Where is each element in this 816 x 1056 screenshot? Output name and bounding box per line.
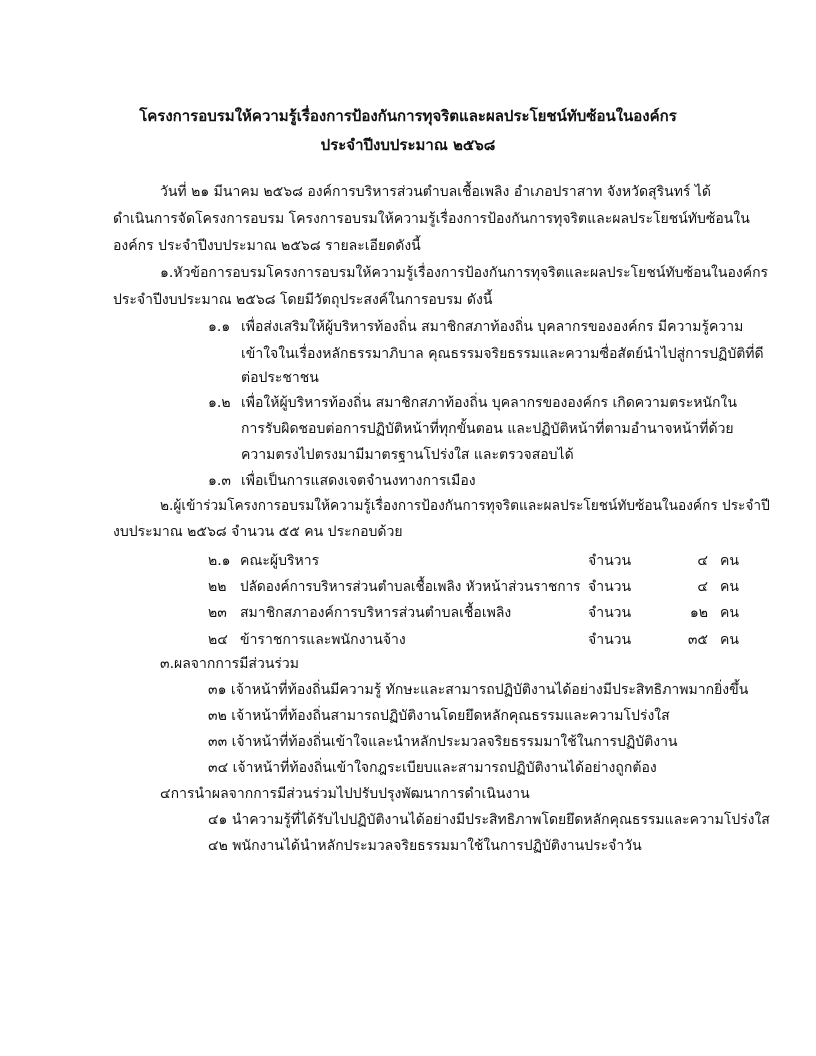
participant-count: ๑๒ <box>689 605 708 621</box>
result-item: ๓๓ เจ้าหน้าที่ท้องถิ่นเข้าใจและนำหลักประมวลจริยธรรมมาใช้ในการปฏิบัติงาน <box>208 734 678 750</box>
participant-group: ข้าราชการและพนักงานจ้าง <box>240 632 406 648</box>
improvement-item: ๔๒ พนักงานได้นำหลักประมวลจริยธรรมมาใช้ในการปฏิบัติงานประจำวัน <box>208 838 642 854</box>
section-4-heading: ๔การนำผลจากการมีส่วนร่วมไปปรับปรุงพัฒนาการดำเนินงาน <box>160 786 530 802</box>
participant-row <box>208 629 768 647</box>
person-unit: คน <box>720 632 739 648</box>
objective-number: ๑.๓ <box>208 473 231 489</box>
participant-number: ๒.๑ <box>208 553 231 569</box>
result-item: ๓๑ เจ้าหน้าที่ท้องถิ่นมีความรู้ ทักษะและสามารถปฏิบัติงานได้อย่างมีประสิทธิภาพมากยิ่งขึ้น <box>208 682 749 698</box>
improvement-item: ๔๑ นำความรู้ที่ได้รับไปปฏิบัติงานได้อย่างมีประสิทธิภาพโดยยึดหลักคุณธรรมและความโปร่งใส <box>208 812 770 828</box>
person-unit: คน <box>720 579 739 595</box>
participant-number: ๒๒ <box>208 579 227 595</box>
participant-number: ๒๔ <box>208 632 228 648</box>
objective-text: การรับผิดชอบต่อการปฏิบัติหน้าที่ทุกขั้นตอน และปฏิบัติหน้าที่ตามอำนาจหน้าที่ด้วย <box>241 421 734 437</box>
person-unit: คน <box>720 553 739 569</box>
count-word: จำนวน <box>588 553 632 569</box>
objective-text: เพื่อเป็นการแสดงเจตจำนงทางการเมือง <box>241 473 476 489</box>
result-item: ๓๔ เจ้าหน้าที่ท้องถิ่นเข้าใจกฎระเบียบและสามารถปฏิบัติงานได้อย่างถูกต้อง <box>208 760 657 776</box>
intro-line-3: องค์กร ประจำปีงบประมาณ ๒๕๖๘ รายละเอียดดังนี้ <box>113 238 421 254</box>
participant-count: ๓๕ <box>687 632 708 648</box>
objective-text: เพื่อให้ผู้บริหารท้องถิ่น สมาชิกสภาท้องถิ่น บุคลากรขององค์กร เกิดความตระหนักใน <box>241 395 737 411</box>
objective-number: ๑.๒ <box>208 395 231 411</box>
participant-row <box>208 602 768 620</box>
participant-count: ๔ <box>697 553 708 569</box>
section-1-heading-line-1: ๑.หัวข้อการอบรมโครงการอบรมให้ความรู้เรื่องการป้องกันการทุจริตและผลประโยชน์ทับซ้อนในองค์กร <box>160 265 769 281</box>
participant-group: ปลัดองค์การบริหารส่วนตำบลเชื้อเพลิง หัวหน้าส่วนราชการ <box>240 579 581 595</box>
participant-count: ๔ <box>697 579 708 595</box>
intro-line-2: ดำเนินการจัดโครงการอบรม โครงการอบรมให้ความรู้เรื่องการป้องกันการทุจริตและผลประโยชน์ทับซ้อนใน <box>113 211 750 227</box>
participant-number: ๒๓ <box>208 605 227 621</box>
objective-text: เพื่อส่งเสริมให้ผู้บริหารท้องถิ่น สมาชิกสภาท้องถิ่น บุคลากรขององค์กร มีความรู้ความ <box>241 319 744 335</box>
count-word: จำนวน <box>588 579 632 595</box>
count-word: จำนวน <box>588 632 632 648</box>
section-2-heading-line-1: ๒.ผู้เข้าร่วมโครงการอบรมให้ความรู้เรื่องการป้องกันการทุจริตและผลประโยชน์ทับซ้อนในองค์กร ประจำปี <box>160 498 770 514</box>
section-1-heading-line-2: ประจำปีงบประมาณ ๒๕๖๘ โดยมีวัตถุประสงค์ในการอบรม ดังนี้ <box>113 292 493 308</box>
objective-number: ๑.๑ <box>208 319 231 335</box>
participant-group: สมาชิกสภาองค์การบริหารส่วนตำบลเชื้อเพลิง <box>240 605 512 621</box>
participant-row <box>208 550 768 568</box>
section-3-heading: ๓.ผลจากการมีส่วนร่วม <box>160 656 300 672</box>
participant-row <box>208 576 768 594</box>
intro-line-1: วันที่ ๒๑ มีนาคม ๒๕๖๘ องค์การบริหารส่วนตำบลเชื้อเพลิง อำเภอปราสาท จังหวัดสุรินทร์ ได้ <box>160 184 712 200</box>
objective-text: เข้าใจในเรื่องหลักธรรมาภิบาล คุณธรรมจริยธรรมและความซื่อสัตย์นำไปสู่การปฏิบัติที่ดี <box>241 346 764 362</box>
person-unit: คน <box>720 605 739 621</box>
section-2-heading-line-2: งบประมาณ ๒๕๖๘ จำนวน ๕๕ คน ประกอบด้วย <box>113 524 403 540</box>
participant-group: คณะผู้บริหาร <box>240 553 320 569</box>
objective-text: ต่อประชาชน <box>241 370 319 386</box>
document-title-line-1: โครงการอบรมให้ความรู้เรื่องการป้องกันการทุจริตและผลประโยชน์ทับซ้อนในองค์กร <box>139 107 677 125</box>
count-word: จำนวน <box>588 605 632 621</box>
objective-text: ความตรงไปตรงมามีมาตรฐานโปร่งใส และตรวจสอบได้ <box>241 447 574 463</box>
document-title-line-2: ประจำปีงบประมาณ ๒๕๖๘ <box>320 136 496 154</box>
result-item: ๓๒ เจ้าหน้าที่ท้องถิ่นสามารถปฏิบัติงานโดยยึดหลักคุณธรรมและความโปร่งใส <box>208 708 670 724</box>
